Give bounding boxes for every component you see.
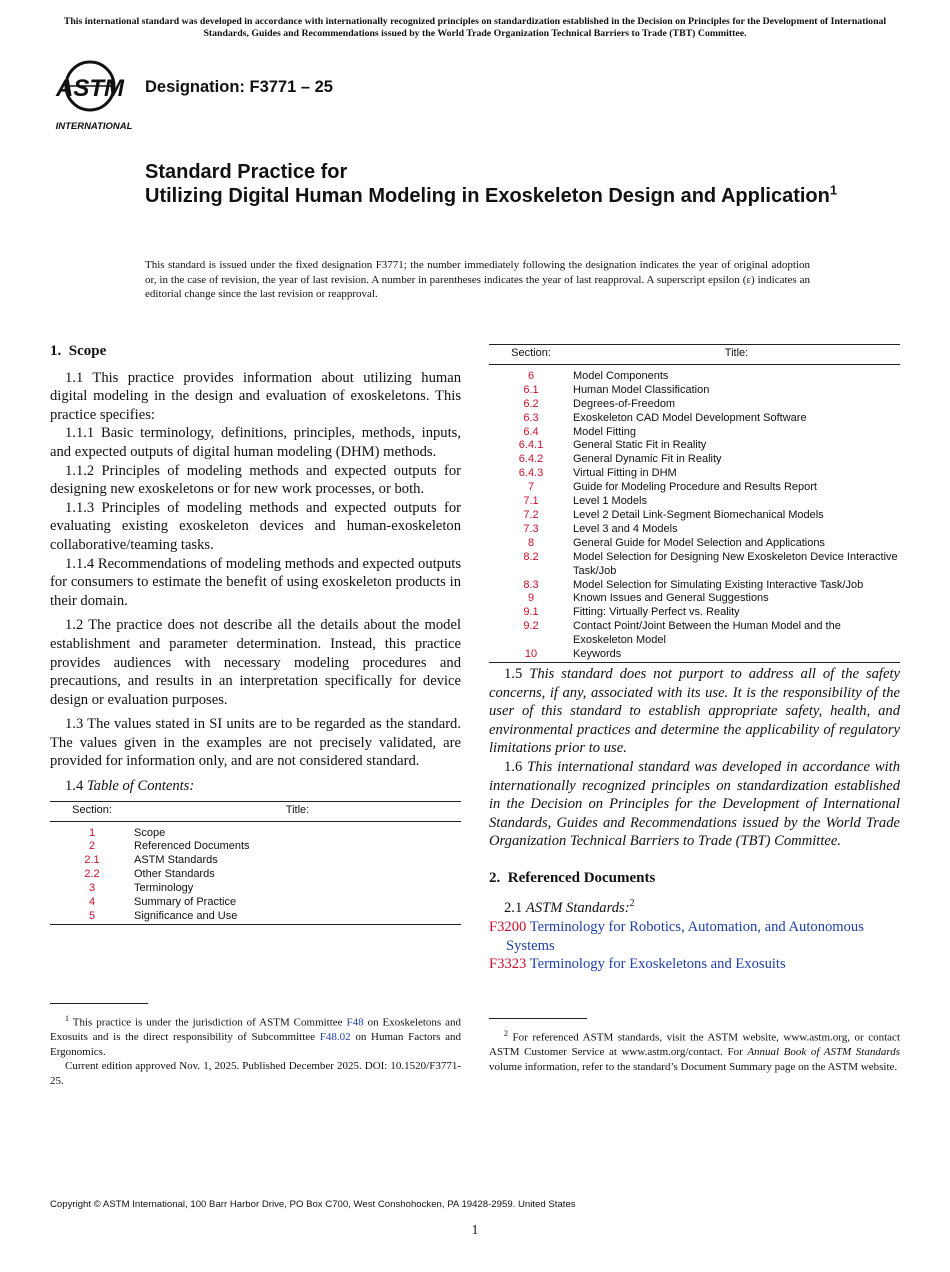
referenced-standard xyxy=(489,955,900,974)
toc-header-title: Title: xyxy=(134,801,461,821)
toc-title: ASTM Standards xyxy=(134,854,218,867)
footnote-rule xyxy=(489,1018,587,1019)
toc-section-link[interactable]: 1 xyxy=(88,826,96,839)
toc-title: Other Standards xyxy=(134,868,215,881)
link-f48-02[interactable]: F48.02 xyxy=(319,1031,351,1044)
toc-section-link[interactable]: 9.2 xyxy=(523,620,539,633)
standard-title-link[interactable]: Terminology for Exoskeletons and Exosuits xyxy=(529,956,786,973)
toc-title: General Guide for Model Selection and Applications xyxy=(573,536,825,549)
para-2-1: 2.1 ASTM Standards:$^2$ xyxy=(504,898,635,917)
toc-row xyxy=(489,426,900,440)
toc-row xyxy=(489,579,900,593)
toc-title: Degrees-of-Freedom xyxy=(573,397,676,410)
standard-code-link[interactable]: F3200 xyxy=(489,918,527,935)
para-1-6: 1.6 This international standard was developed in accordance with internationally recognized principles on standardization established in the Decision on Principles for the Development of International Standards, Guides and Recommendations issued by the World Trade Organization Technical Barriers to Trade (TBT) Committee. xyxy=(489,758,901,850)
toc-header-title: Title: xyxy=(573,345,900,365)
footnote-2: $^2$ For referenced ASTM standards, visit the ASTM website, www.astm.org, or contact ASTM Customer Service at www.astm.org/contact. For Annual Book of ASTM Standards volume information, refer to the standard’s Document Summary page on the ASTM website. xyxy=(489,1029,901,1073)
title-line-1: Standard Practice for xyxy=(145,161,348,183)
toc-row xyxy=(489,620,900,648)
toc-row xyxy=(489,398,900,412)
toc-row xyxy=(489,467,900,481)
right-column xyxy=(489,344,900,974)
toc-section-link[interactable]: 10 xyxy=(489,648,573,662)
toc-title: Model Selection for Simulating Existing Interactive Task/Job xyxy=(573,578,864,591)
para-1-1-3: 1.1.3 Principles of modeling methods and expected outputs for evaluating existing exoskeleton devices and human-exoskeleton collaborative/teaming tasks. xyxy=(50,499,461,553)
toc-section-link[interactable]: 6 xyxy=(527,369,535,382)
toc-section-link[interactable]: 4 xyxy=(88,896,96,909)
issue-note: This standard is issued under the fixed designation F3771; the number immediately following the designation indicates the year of original adoption or, in the case of revision, the year of last revision. A number in parentheses indicates the year of last reapproval. A superscript epsilon (ε) indicates an editorial change since the last revision or reapproval. xyxy=(145,259,810,300)
toc-row xyxy=(489,439,900,453)
toc-row xyxy=(50,854,461,868)
logo-subtext: INTERNATIONAL xyxy=(55,121,133,132)
toc-row xyxy=(489,481,900,495)
toc-row xyxy=(489,495,900,509)
toc-title: Model Fitting xyxy=(573,425,636,438)
toc-title: Virtual Fitting in DHM xyxy=(573,467,677,480)
para-1-5: 1.5 This standard does not purport to address all of the safety concerns, if any, associated with its use. It is the responsibility of the user of this standard to establish appropriate safety, health, and environmental practices and determine the applicability of regulatory limitations prior to use. xyxy=(489,665,900,757)
toc-section-link[interactable]: 8.2 xyxy=(523,550,539,563)
toc-row xyxy=(489,537,900,551)
toc-title: Human Model Classification xyxy=(573,383,710,396)
toc-row xyxy=(489,606,900,620)
toc-title: Level 2 Detail Link-Segment Biomechanical Models xyxy=(573,508,824,521)
standard-code-link[interactable]: F3323 xyxy=(489,956,527,973)
toc-title: Known Issues and General Suggestions xyxy=(573,592,769,605)
toc-section-link[interactable]: 6.4 xyxy=(523,425,539,438)
toc-section-link[interactable]: 2 xyxy=(88,840,96,853)
toc-title: Fitting: Virtually Perfect vs. Reality xyxy=(573,606,740,619)
toc-header-section: Section: xyxy=(50,801,134,821)
designation: Designation: F3771 – 25 xyxy=(145,78,333,96)
toc-section-link[interactable]: 2.1 xyxy=(84,854,100,867)
toc-section-link[interactable]: 7.2 xyxy=(523,508,539,521)
toc-title: Terminology xyxy=(134,882,194,895)
referenced-standards-list xyxy=(489,918,900,974)
toc-row xyxy=(489,551,900,579)
document-title xyxy=(145,160,845,208)
toc-row xyxy=(489,384,900,398)
toc-row xyxy=(50,910,461,924)
toc-title: Level 3 and 4 Models xyxy=(573,522,678,535)
toc-section-link[interactable]: 3 xyxy=(88,882,96,895)
toc-section-link[interactable]: 9 xyxy=(527,592,535,605)
footnote-1: $^1$ This practice is under the jurisdiction of ASTM Committee F48 on Exoskeletons and Exosuits and is the direct responsibility of Subcommittee F48.02 on Human Factors and Ergonomics. xyxy=(50,1014,462,1058)
toc-section-link[interactable]: 9.1 xyxy=(523,606,539,619)
para-1-3: 1.3 The values stated in SI units are to be regarded as the standard. The values given in the examples are not precisely validated, are provided for information only, and are not considered standard. xyxy=(50,716,461,770)
toc-section-link[interactable]: 6.4.1 xyxy=(518,439,544,452)
toc-section-link[interactable]: 8.3 xyxy=(523,578,539,591)
toc-row xyxy=(489,412,900,426)
toc-row xyxy=(489,453,900,467)
toc-row xyxy=(50,896,461,910)
toc-section-link[interactable]: 6.4.2 xyxy=(518,453,544,466)
toc-title: Scope xyxy=(134,826,166,839)
toc-row xyxy=(489,592,900,606)
para-1-1-1: 1.1.1 Basic terminology, definitions, principles, methods, inputs, and expected outputs of digital human modeling (DHM) methods. xyxy=(50,425,461,460)
toc-row xyxy=(489,509,900,523)
toc-title: Guide for Modeling Procedure and Results Report xyxy=(573,481,817,494)
toc-title: Referenced Documents xyxy=(134,840,250,853)
left-column xyxy=(50,342,461,925)
footnote-1-edition: Current edition approved Nov. 1, 2025. Published December 2025. DOI: 10.1520/F3771-25. xyxy=(50,1060,461,1087)
toc-section-link[interactable]: 8 xyxy=(527,536,535,549)
astm-logo xyxy=(52,56,136,132)
top-notice: This international standard was developed in accordance with internationally recognized principles on standardization established in the Decision on Principles for the Development of International Standards, Guides and Recommendations issued by the World Trade Organization Technical Barriers to Trade (TBT) Committee. xyxy=(63,16,887,39)
toc-title: Summary of Practice xyxy=(134,896,237,909)
toc-row xyxy=(50,868,461,882)
title-footnote-mark: 1 xyxy=(829,182,838,198)
toc-section-link[interactable]: 7.1 xyxy=(523,495,539,508)
copyright: Copyright © ASTM International, 100 Barr Harbor Drive, PO Box C700, West Conshohocken, PA 19428-2959. United States xyxy=(50,1199,576,1210)
footnote-rule xyxy=(50,1003,148,1004)
toc-title: Model Selection for Designing New Exoskeleton Device Interactive Task/Job xyxy=(573,550,898,577)
toc-row xyxy=(489,523,900,537)
para-1-1: 1.1 This practice provides information about utilizing human digital modeling in the design and evaluation of exoskeletons. This practice specifies: xyxy=(50,369,461,423)
standard-title-link[interactable]: Terminology for Robotics, Automation, and Autonomous Systems xyxy=(506,918,864,954)
toc-row xyxy=(50,882,461,896)
toc-title: Significance and Use xyxy=(134,910,461,924)
toc-row xyxy=(489,364,900,383)
toc-table-left xyxy=(50,801,461,925)
toc-title: Level 1 Models xyxy=(573,495,647,508)
para-1-1-2: 1.1.2 Principles of modeling methods and expected outputs for designing new exoskeletons or for new work processes, or both. xyxy=(50,462,461,498)
footnotes-left xyxy=(50,1003,461,1088)
toc-section-link[interactable]: 7 xyxy=(527,481,535,494)
toc-title: General Dynamic Fit in Reality xyxy=(573,453,722,466)
link-f48[interactable]: F48 xyxy=(346,1016,364,1029)
footnotes-right xyxy=(489,1018,900,1074)
para-1-4: 1.4 Table of Contents: xyxy=(65,778,195,795)
toc-title: Exoskeleton CAD Model Development Software xyxy=(573,411,807,424)
para-1-2: 1.2 The practice does not describe all the details about the model establishment and parameter determination. Instead, this practice provides audiences with necessary modeling procedures and precautions, and results in an interpretation specifically for device design or evaluation purposes. xyxy=(50,617,461,708)
toc-table-right xyxy=(489,344,900,663)
referenced-documents-heading: 2. Referenced Documents xyxy=(489,869,656,886)
para-1-1-4: 1.1.4 Recommendations of modeling methods and expected outputs for consumers to estimate the benefit of using exoskeleton products in their domain. xyxy=(50,555,461,609)
toc-section-link[interactable]: 6.3 xyxy=(523,411,539,424)
logo-text: ASTM xyxy=(56,75,124,102)
toc-section-link[interactable]: 6.1 xyxy=(523,383,539,396)
toc-header-section: Section: xyxy=(489,345,573,365)
toc-title: Model Components xyxy=(573,369,669,382)
title-line-2: Utilizing Digital Human Modeling in Exoskeleton Design and Application$^1$ xyxy=(145,182,838,207)
toc-title: Contact Point/Joint Between the Human Model and the Exoskeleton Model xyxy=(573,620,841,647)
page-number: 1 xyxy=(471,1222,479,1237)
toc-section-link[interactable]: 5 xyxy=(50,910,134,924)
toc-section-link[interactable]: 6.4.3 xyxy=(518,467,544,480)
toc-section-link[interactable]: 6.2 xyxy=(523,397,539,410)
toc-row xyxy=(50,821,461,840)
toc-title: Keywords xyxy=(573,648,900,662)
scope-heading: 1. Scope xyxy=(50,343,107,359)
referenced-standard xyxy=(489,918,900,955)
toc-title: General Static Fit in Reality xyxy=(573,439,707,452)
toc-section-link[interactable]: 7.3 xyxy=(523,522,539,535)
toc-row xyxy=(50,840,461,854)
toc-row xyxy=(489,648,900,662)
toc-section-link[interactable]: 2.2 xyxy=(84,868,100,881)
